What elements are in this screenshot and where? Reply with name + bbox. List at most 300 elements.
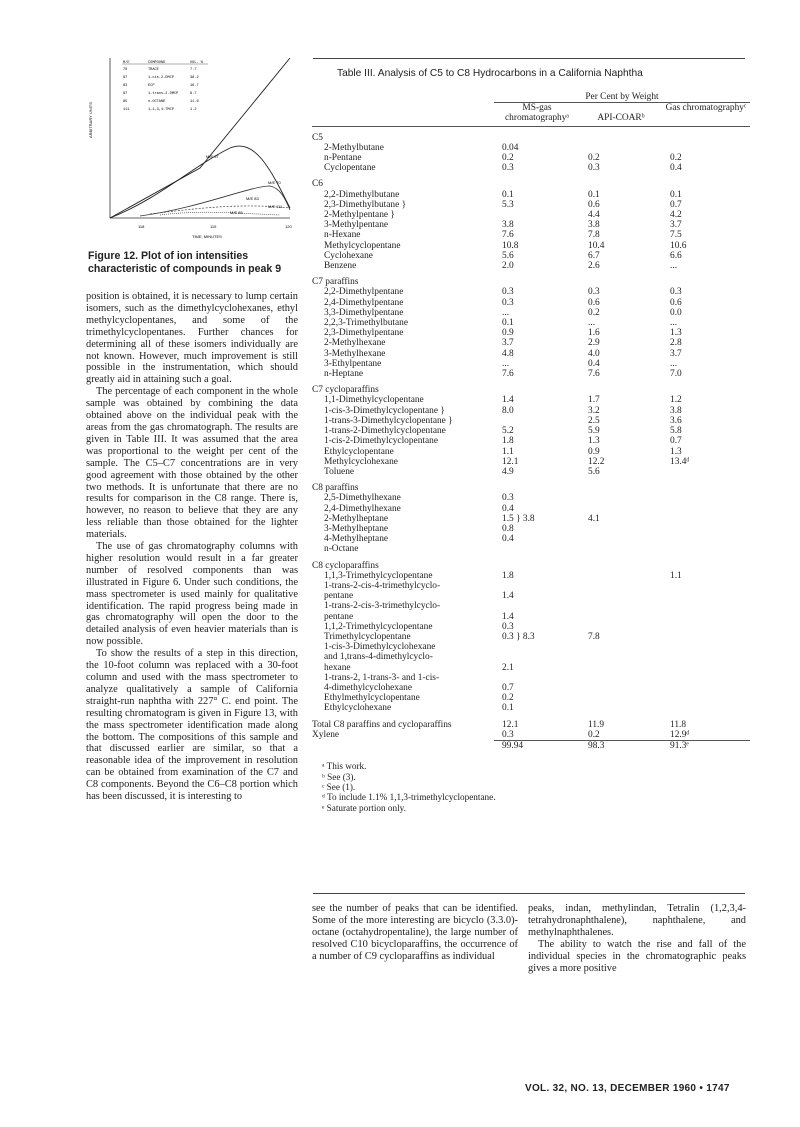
compound-name: pentane <box>324 591 354 602</box>
value-cell: 2.6 <box>588 261 600 272</box>
value-cell: 0.3 <box>502 297 514 308</box>
col-header: API-COARᵇ <box>597 113 645 124</box>
value-cell <box>580 642 662 652</box>
value-cell <box>662 544 750 554</box>
value-cell <box>662 612 750 622</box>
compound-name: and 1,trans-4-dimethylcyclo- <box>324 652 433 663</box>
value-cell: 0.1 <box>502 703 514 714</box>
table-section-heading <box>312 173 750 189</box>
compound-name: 4-dimethylcyclohexane <box>324 682 412 693</box>
totals-value: 0.2 <box>588 729 600 740</box>
compound-name: 3,3-Dimethylpentane <box>324 307 404 318</box>
table-row <box>312 426 750 436</box>
value-cell: 0.04 <box>502 142 519 153</box>
svg-text:11.6: 11.6 <box>190 100 199 104</box>
value-cell <box>580 673 662 683</box>
value-cell: 7.6 <box>502 369 514 380</box>
svg-text:97: 97 <box>123 76 128 80</box>
table-row <box>312 436 750 446</box>
compound-name: 3-Methylpentane <box>324 220 389 231</box>
value-cell: 4.9 <box>502 466 514 477</box>
value-cell: 1.5 } 3.8 <box>502 513 535 524</box>
table-row <box>312 467 750 477</box>
value-cell: 0.7 <box>502 682 514 693</box>
value-cell: 0.3 } 8.3 <box>502 631 535 642</box>
table-row <box>312 571 750 581</box>
totals-value: 12.9ᵈ <box>670 729 690 740</box>
value-cell: 1.3 <box>670 328 682 339</box>
totals-row <box>312 730 750 741</box>
compound-name: 1-cis-2-Dimethylcyclopentane <box>324 436 439 447</box>
table-row <box>312 514 750 524</box>
table-row <box>312 261 750 271</box>
value-cell: 0.6 <box>670 297 682 308</box>
table-row <box>312 652 750 662</box>
value-cell: 0.7 <box>670 199 682 210</box>
paragraph: see the number of peaks that can be identified. Some of the more interesting are bicyclo (3.3.0)-octane (octahydropentaline), the large number of resolved C10 bicycloparaffins, the occurrence of a number of C9 cycloparaffins as individual <box>312 903 518 962</box>
table-row <box>312 534 750 544</box>
value-cell <box>662 601 750 611</box>
value-cell: 5.6 <box>502 250 514 261</box>
value-cell: 2.8 <box>670 338 682 349</box>
compound-name: 1-trans-2-cis-4-trimethylcyclo- <box>324 580 441 591</box>
value-cell: 0.3 <box>588 163 600 174</box>
value-cell: 7.8 <box>588 631 600 642</box>
value-cell <box>580 612 662 622</box>
compound-name: Toluene <box>324 466 355 477</box>
value-cell <box>580 663 662 673</box>
value-cell <box>494 652 580 662</box>
curve-label: M/E 83 <box>246 196 259 201</box>
page-footer: VOL. 32, NO. 13, DECEMBER 1960 • 1747 <box>525 1083 730 1094</box>
compound-name: 2-Methylbutane <box>324 142 384 153</box>
value-cell <box>580 693 662 703</box>
value-cell <box>580 703 662 713</box>
table-row <box>312 406 750 416</box>
table-row <box>312 153 750 163</box>
value-cell <box>580 652 662 662</box>
curve-label: M/E 85 <box>230 210 243 215</box>
value-cell: 7.6 <box>502 230 514 241</box>
bottom-middle-column <box>312 903 518 963</box>
footnote: ᵈ To include 1.1% 1,1,3-trimethylcyclopentane. <box>322 792 496 803</box>
compound-name: 1,1-Dimethylcyclopentane <box>324 395 424 406</box>
value-cell: 8.0 <box>502 405 514 416</box>
value-cell: ... <box>588 318 596 329</box>
compound-name: Trimethylcyclopentane <box>324 631 411 642</box>
value-cell: 0.2 <box>588 153 600 164</box>
section-title: C7 cycloparaffins <box>312 385 379 396</box>
value-cell <box>662 524 750 534</box>
value-cell: 7.5 <box>670 230 682 241</box>
compound-name: 2,3-Dimethylpentane <box>324 328 404 339</box>
compound-name: 1-trans-2-Dimethylcyclopentane <box>324 426 446 437</box>
value-cell <box>662 143 750 153</box>
value-cell: 1.6 <box>588 328 600 339</box>
value-cell: 2.5 <box>588 415 600 426</box>
x-tick-label: 118 <box>138 224 145 229</box>
totals-value: 91.3ᵉ <box>662 740 750 751</box>
totals-value: 0.3 <box>502 729 514 740</box>
value-cell: 0.1 <box>502 318 514 329</box>
value-cell: 0.7 <box>670 436 682 447</box>
value-cell <box>580 683 662 693</box>
value-cell <box>494 642 580 652</box>
table-row <box>312 642 750 652</box>
value-cell <box>580 493 662 503</box>
value-cell: 0.1 <box>502 189 514 200</box>
value-cell: 1.3 <box>588 436 600 447</box>
compound-name: 2-Methylheptane <box>324 513 389 524</box>
compound-name: pentane <box>324 611 354 622</box>
compound-name: 2,4-Dimethylhexane <box>324 503 401 514</box>
value-cell: 1.2 <box>670 395 682 406</box>
compound-name: 2,2-Dimethylpentane <box>324 287 404 298</box>
value-cell: 12.2 <box>588 456 605 467</box>
table-row <box>312 328 750 338</box>
section-title: C8 cycloparaffins <box>312 560 379 571</box>
value-cell: 3.2 <box>588 405 600 416</box>
value-cell <box>662 467 750 477</box>
value-cell: 5.3 <box>502 199 514 210</box>
totals-value: 12.1 <box>502 719 519 730</box>
value-cell: 0.3 <box>670 287 682 298</box>
curve-me97 <box>110 146 290 218</box>
value-cell <box>494 210 580 220</box>
value-cell: ... <box>502 358 510 369</box>
svg-text:n-OCTANE: n-OCTANE <box>148 100 166 104</box>
table-section-heading <box>312 555 750 571</box>
figure-caption: Figure 12. Plot of ion intensities characteristic of compounds in peak 9 <box>88 250 282 275</box>
figure-legend <box>122 60 208 112</box>
x-tick-label: 120 <box>285 224 292 229</box>
table-row <box>312 190 750 200</box>
totals-value: 98.3 <box>580 740 662 751</box>
compound-name: 1,1,3-Trimethylcyclopentane <box>324 570 433 581</box>
x-axis-label: TIME, MINUTES <box>192 234 222 239</box>
curve-label: M/E 97 <box>206 154 219 159</box>
table-footnotes <box>322 761 750 813</box>
paragraph: peaks, indan, methylindan, Tetralin (1,2,3,4-tetrahydronaphthalene), naphthalene, and methylnaphthalenes. <box>528 903 746 938</box>
table-section-heading <box>312 379 750 395</box>
value-cell: 1.4 <box>502 611 514 622</box>
compound-name: n-Pentane <box>324 153 362 164</box>
svg-text:1-trans-2-DMCP: 1-trans-2-DMCP <box>148 92 179 96</box>
footnote: ᵇ See (3). <box>322 771 356 782</box>
value-cell: 0.3 <box>502 621 514 632</box>
value-cell <box>494 601 580 611</box>
col-header: MS-gas chromatographyᵃ <box>505 103 569 124</box>
value-cell <box>580 622 662 632</box>
compound-name: Methylcyclopentane <box>324 240 401 251</box>
value-cell: 5.8 <box>670 426 682 437</box>
svg-text:ECP: ECP <box>148 84 155 88</box>
value-cell: 10.6 <box>670 240 687 251</box>
value-cell <box>662 534 750 544</box>
value-cell: 4.8 <box>502 348 514 359</box>
x-tick-label: 119 <box>210 224 217 229</box>
compound-name: n-Hexane <box>324 230 361 241</box>
value-cell: 3.6 <box>670 415 682 426</box>
table-row <box>312 349 750 359</box>
table-row <box>312 504 750 514</box>
compound-name: 2,5-Dimethylhexane <box>324 493 401 504</box>
value-cell <box>662 514 750 524</box>
table-row <box>312 143 750 153</box>
value-cell: 4.0 <box>588 348 600 359</box>
value-cell: 0.2 <box>588 307 600 318</box>
value-cell: 3.7 <box>502 338 514 349</box>
svg-text:VOL. %: VOL. % <box>190 61 203 65</box>
table-row <box>312 612 750 622</box>
table-row <box>312 703 750 713</box>
table-row <box>312 447 750 457</box>
value-cell: 2.0 <box>502 261 514 272</box>
compound-name: Cyclopentane <box>324 163 376 174</box>
value-cell <box>580 581 662 591</box>
value-cell: 0.4 <box>588 358 600 369</box>
value-cell <box>662 642 750 652</box>
value-cell: 1.8 <box>502 570 514 581</box>
curve-rising <box>110 58 290 218</box>
section-title: C7 paraffins <box>312 277 359 288</box>
value-cell: 0.3 <box>502 287 514 298</box>
compound-name: 2,2-Dimethylbutane <box>324 189 400 200</box>
compound-name: 2-Methylhexane <box>324 338 386 349</box>
value-cell <box>662 504 750 514</box>
value-cell: 0.0 <box>670 307 682 318</box>
value-cell: 13.4ᵈ <box>670 456 690 467</box>
compound-name: 1,1,2-Trimethylcyclopentane <box>324 621 433 632</box>
value-cell: 4.4 <box>588 210 600 221</box>
svg-text:1,1,3,4-TMCP: 1,1,3,4-TMCP <box>148 108 174 112</box>
svg-text:8.7: 8.7 <box>190 92 197 96</box>
svg-text:1.2: 1.2 <box>190 108 197 112</box>
y-axis-label: ARBITRARY UNITS <box>88 102 93 138</box>
svg-text:38.2: 38.2 <box>190 76 199 80</box>
value-cell: 6.7 <box>588 250 600 261</box>
value-cell: 4.1 <box>588 513 600 524</box>
table-iii-grid <box>312 92 750 751</box>
value-cell: 10.4 <box>588 240 605 251</box>
table-row <box>312 359 750 369</box>
compound-name: Benzene <box>324 261 357 272</box>
curve-label: M/E 70 <box>268 180 281 185</box>
compound-name: Ethylcyclohexane <box>324 703 392 714</box>
compound-name: 2-Methylpentane } <box>324 210 395 221</box>
col-header: Gas chromatographyᶜ <box>665 103 747 114</box>
value-cell: 0.3 <box>502 163 514 174</box>
table-title: Table III. Analysis of C5 to C8 Hydrocarbons in a California Naphtha <box>337 68 643 79</box>
value-cell: ... <box>502 307 510 318</box>
value-cell <box>494 673 580 683</box>
paragraph: position is obtained, it is necessary to lump certain isomers, such as the dimethylcyclohexanes, ethyl methylcyclopentanes, and some of the trimethylcyclopentanes. Further chances for determining all of these isomers individually are not known. However, much improvement is still possible in the instrumentation, which should greatly aid in attaining such a goal. <box>86 291 298 386</box>
compound-name: 1-cis-3-Dimethylcyclohexane <box>324 642 436 653</box>
svg-text:111: 111 <box>123 108 130 112</box>
value-cell <box>662 673 750 683</box>
group-header: Per Cent by Weight <box>494 92 750 103</box>
totals-label <box>312 740 494 751</box>
compound-name: 3-Ethylpentane <box>324 358 382 369</box>
svg-text:85: 85 <box>123 100 128 104</box>
value-cell: 0.4 <box>502 534 514 545</box>
compound-name: 1-trans-2, 1-trans-3- and 1-cis- <box>324 672 440 683</box>
svg-text:COMPOUND: COMPOUND <box>148 61 166 65</box>
value-cell: 0.4 <box>670 163 682 174</box>
table-row <box>312 230 750 240</box>
section-title: C5 <box>312 132 323 143</box>
table-row <box>312 338 750 348</box>
value-cell <box>662 693 750 703</box>
value-cell <box>662 493 750 503</box>
paragraph: To show the results of a step in this direction, the 10-foot column was replaced with a 30-foot column and used with the mass spectrometer to analyze qualitatively a sample of California straight-run naphtha with 227° C. end point. The resulting chromatogram is given in Figure 13, with the mass spectrometer identification made along the bottom. The compositions of this sample and that discussed earlier are similar, so that a reasonable idea of the improvement in resolution can be obtained from examination of the C7 and C8 components. Beyond the C6–C8 portion which has been discussed, it is interesting to <box>86 648 298 803</box>
table-row <box>312 683 750 693</box>
table-row <box>312 287 750 297</box>
table-row <box>312 241 750 251</box>
compound-name: 3-Methylhexane <box>324 348 386 359</box>
compound-name: 2,2,3-Trimethylbutane <box>324 318 409 329</box>
value-cell <box>580 143 662 153</box>
compound-name: 1-trans-2-cis-3-trimethylcyclo- <box>324 601 441 612</box>
section-title: C6 <box>312 179 323 190</box>
value-cell: 1.8 <box>502 436 514 447</box>
table-top-rule <box>313 58 745 59</box>
value-cell <box>580 534 662 544</box>
value-cell: 0.4 <box>502 503 514 514</box>
value-cell: 0.3 <box>502 493 514 504</box>
value-cell: 0.2 <box>502 693 514 704</box>
value-cell: 1.1 <box>670 570 682 581</box>
figure-12-plot <box>80 58 292 246</box>
curve-me85 <box>160 212 280 215</box>
value-cell: 12.1 <box>502 456 519 467</box>
totals-label: Total C8 paraffins and cycloparaffins <box>312 719 452 730</box>
table-row <box>312 220 750 230</box>
table-row <box>312 663 750 673</box>
value-cell: 0.9 <box>502 328 514 339</box>
table-section-heading <box>312 126 750 143</box>
compound-name: Cyclohexane <box>324 250 373 261</box>
totals-value: 11.8 <box>670 719 687 730</box>
table-row <box>312 318 750 328</box>
value-cell <box>662 683 750 693</box>
svg-text:97: 97 <box>123 92 128 96</box>
value-cell <box>662 622 750 632</box>
paragraph: The ability to watch the rise and fall of the individual species in the chromatographic peaks gives a more positive <box>528 938 746 974</box>
table-bottom-rule <box>313 893 745 894</box>
compound-name: Ethylcyclopentane <box>324 446 394 457</box>
table-row <box>312 210 750 220</box>
value-cell: 0.8 <box>502 523 514 534</box>
svg-text:1-cis-2-DMCP: 1-cis-2-DMCP <box>148 76 174 80</box>
value-cell <box>580 571 662 581</box>
value-cell: 7.0 <box>670 369 682 380</box>
table-row <box>312 581 750 591</box>
compound-name: n-Octane <box>324 544 359 555</box>
value-cell <box>662 632 750 642</box>
totals-row <box>312 740 750 751</box>
value-cell: 2.9 <box>588 338 600 349</box>
value-cell: 3.7 <box>670 348 682 359</box>
table-body <box>312 126 750 751</box>
value-cell: ... <box>670 358 678 369</box>
value-cell: 1.4 <box>502 591 514 602</box>
svg-text:TRACE: TRACE <box>148 68 159 72</box>
value-cell: 4.2 <box>670 210 682 221</box>
value-cell <box>662 581 750 591</box>
value-cell: 1.1 <box>502 446 514 457</box>
bottom-right-column <box>528 903 746 974</box>
value-cell: 3.7 <box>670 220 682 231</box>
value-cell: 3.8 <box>502 220 514 231</box>
table-iii <box>312 92 750 813</box>
svg-text:M/E: M/E <box>123 61 130 65</box>
table-row <box>312 693 750 703</box>
table-row <box>312 632 750 642</box>
value-cell: 1.3 <box>670 446 682 457</box>
value-cell: 5.9 <box>588 426 600 437</box>
svg-text:16.7: 16.7 <box>190 84 199 88</box>
table-row <box>312 622 750 632</box>
value-cell: ... <box>670 318 678 329</box>
footnote: ᵃ This work. <box>322 761 367 772</box>
value-cell: 3.8 <box>588 220 600 231</box>
compound-name: 1-cis-3-Dimethylcyclopentane } <box>324 405 445 416</box>
table-section-heading <box>312 477 750 493</box>
totals-value: 11.9 <box>588 719 605 730</box>
value-cell: 0.1 <box>670 189 682 200</box>
compound-name: hexane <box>324 662 351 673</box>
table-row <box>312 601 750 611</box>
value-cell <box>494 416 580 426</box>
compound-name: 3-Methylheptane <box>324 523 389 534</box>
value-cell <box>662 703 750 713</box>
table-row <box>312 369 750 379</box>
compound-name: 1-trans-3-Dimethylcyclopentane } <box>324 415 453 426</box>
value-cell <box>494 581 580 591</box>
curve-label: M/E 111 <box>268 204 283 209</box>
value-cell <box>494 544 580 554</box>
totals-value: 99.94 <box>494 740 580 751</box>
value-cell: 7.6 <box>588 369 600 380</box>
table-row <box>312 457 750 467</box>
svg-text:70: 70 <box>123 68 128 72</box>
value-cell: 7.8 <box>588 230 600 241</box>
table-row <box>312 251 750 261</box>
value-cell: 5.2 <box>502 426 514 437</box>
value-cell <box>662 591 750 601</box>
paragraph: The percentage of each component in the whole sample was obtained by combining the data obtained above on the individual peak with the areas from the gas chromatograph. The results are given in Table III. It was assumed that the area was proportional to the weight per cent of the sample. The C5–C7 concentrations are in very good agreement with those obtained by the other two methods. It is unfortunate that there are no results for comparison in the C8 range. There is, however, no reason to believe that they are any less reliable than those obtained for the lighter materials. <box>86 386 298 541</box>
value-cell: 0.9 <box>588 446 600 457</box>
compound-name: 4-Methylheptane <box>324 534 389 545</box>
section-title: C8 paraffins <box>312 483 359 494</box>
totals-label: Xylene <box>312 729 340 740</box>
value-cell: 1.4 <box>502 395 514 406</box>
table-row <box>312 298 750 308</box>
compound-name: 2,4-Dimethylpentane <box>324 297 404 308</box>
value-cell: 0.3 <box>588 287 600 298</box>
left-column <box>86 291 298 803</box>
value-cell: 5.6 <box>588 466 600 477</box>
value-cell: ... <box>670 261 678 272</box>
table-row <box>312 200 750 210</box>
value-cell <box>580 591 662 601</box>
table-row <box>312 493 750 503</box>
table-row <box>312 524 750 534</box>
svg-text:83: 83 <box>123 84 128 88</box>
value-cell: 0.6 <box>588 297 600 308</box>
value-cell: 0.2 <box>502 153 514 164</box>
